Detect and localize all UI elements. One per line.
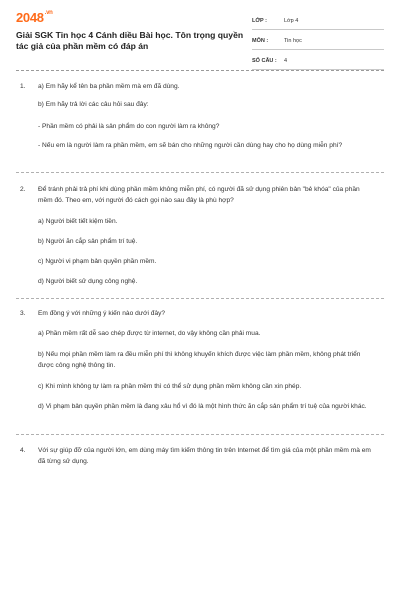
meta-row-grade [252, 14, 384, 30]
question-line: d) Vi phạm bản quyền phần mềm là đang xâu hổ vì đó là một hình thức ăn cắp sản phẩm trí tuệ của người khác. [38, 403, 367, 410]
site-logo[interactable] [16, 10, 53, 25]
question-line: b) Người ăn cắp sản phẩm trí tuệ. [38, 238, 138, 245]
logo-suffix: .vn [44, 10, 53, 16]
question-line: a) Người biết tiết kiệm tiền. [38, 218, 118, 225]
question-line: a) Phần mềm rất dễ sao chép được từ internet, do vậy không cần phải mua. [38, 330, 261, 337]
page-header [0, 0, 400, 65]
meta-label: MÔN : [252, 38, 269, 44]
question-line: c) Người vi phạm bản quyền phần mềm. [38, 258, 157, 265]
question-separator [16, 172, 384, 173]
question-line: b) Nếu mọi phần mềm làm ra đều miễn phí thì không khuyến khích được việc làm phần mềm, không phát triển được công nghệ thông tin. [38, 351, 361, 369]
question-separator [16, 434, 384, 435]
question-line: Em đồng ý với những ý kiến nào dưới đây? [38, 310, 166, 317]
meta-row-subject [252, 34, 384, 50]
meta-value: 4 [284, 58, 288, 64]
question-line: c) Khi mình không tự làm ra phần mềm thì có thể sử dụng phần mềm không cần xin phép. [38, 383, 302, 390]
question-number: 2. [20, 186, 26, 193]
question-number: 1. [20, 83, 26, 90]
question-number: 4. [20, 447, 26, 454]
question-line: d) Người biết sử dụng công nghệ. [38, 278, 138, 285]
meta-box [252, 14, 384, 74]
question-line: Với sự giúp đỡ của người lớn, em dùng máy tìm kiếm thông tin trên Internet để tìm giá của một phần mềm mà em đã từng sử dụng. [38, 447, 371, 465]
meta-value: Lớp 4 [284, 18, 299, 24]
meta-row-count [252, 54, 384, 70]
question-line: - Phần mềm có phải là sản phẩm do con người làm ra không? [38, 123, 220, 130]
meta-value: Tin học [284, 38, 302, 44]
header-divider [16, 70, 384, 71]
meta-label: SỐ CÂU : [252, 58, 277, 64]
question-number: 3. [20, 310, 26, 317]
question-line: Để tránh phải trả phí khi dùng phần mềm không miễn phí, có người đã sử dụng phiên bản "bẻ khóa" của phần mềm đó. Theo em, với người đó cách gọi nào sau đây là phù hợp? [38, 186, 360, 204]
question-line: b) Em hãy trả lời các câu hỏi sau đây: [38, 101, 149, 108]
document-title: Giải SGK Tin học 4 Cánh diều Bài học. Tôn trọng quyền tác giả của phần mềm có đáp án [16, 30, 244, 51]
question-line: a) Em hãy kể tên ba phần mềm mà em đã dùng. [38, 83, 180, 90]
meta-label: LỚP : [252, 18, 267, 24]
question-separator [16, 298, 384, 299]
question-line: - Nếu em là người làm ra phần mềm, em sẽ bán cho những người cần dùng hay cho họ dùng miễn phí? [38, 142, 343, 149]
logo-text: 2048 [16, 10, 44, 25]
